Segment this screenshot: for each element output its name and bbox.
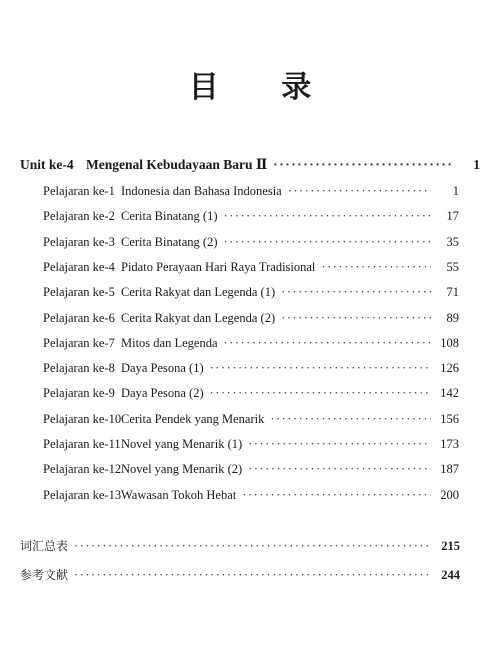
lesson-title: Daya Pesona (1): [121, 361, 204, 376]
toc-lesson-entry: [43, 412, 459, 427]
page-title: 目 录: [188, 70, 338, 105]
toc-unit-entry: [20, 157, 480, 173]
leader-dots: [270, 412, 431, 427]
appendix-title: 词汇总表: [20, 539, 69, 553]
lesson-title: Cerita Binatang (2): [121, 234, 218, 249]
toc-lesson-entry: [43, 184, 459, 199]
lesson-label: Pelajaran ke-7: [43, 335, 115, 350]
leader-dots: [248, 437, 431, 452]
lesson-page-number: 71: [446, 285, 459, 300]
toc-lesson-entry: [43, 462, 459, 477]
toc-lesson-entry: [43, 260, 459, 275]
lesson-title: Cerita Rakyat dan Legenda (2): [121, 310, 276, 325]
lesson-page-number: 55: [446, 259, 459, 274]
leader-dots: [224, 209, 432, 224]
leader-dots: [242, 488, 431, 503]
toc-lesson-entry: [43, 285, 459, 300]
lesson-page-number: 35: [446, 234, 459, 249]
lesson-label: Pelajaran ke-2: [43, 209, 115, 224]
toc-lesson-entry: [43, 311, 459, 326]
leader-dots: [74, 568, 432, 583]
lesson-title: Indonesia dan Bahasa Indonesia: [121, 184, 282, 198]
lesson-title: Wawasan Tokoh Hebat: [121, 487, 237, 502]
lesson-title: Novel yang Menarik (1): [121, 437, 243, 451]
appendix-title: 参考文献: [20, 568, 69, 582]
toc-appendix-entry: [20, 566, 460, 583]
lesson-label: Pelajaran ke-4: [43, 259, 115, 274]
lesson-page-number: 173: [440, 437, 459, 451]
lesson-page-number: 108: [440, 335, 459, 350]
lesson-title: Cerita Binatang (1): [121, 209, 218, 224]
toc-lesson-entry: [43, 361, 459, 376]
lesson-page-number: 187: [440, 462, 459, 477]
leader-dots: [248, 462, 431, 477]
toc-lesson-entry: [43, 235, 459, 250]
toc-lesson-entry: [43, 336, 459, 351]
leader-dots: [224, 235, 432, 250]
toc-lesson-entry: [43, 386, 459, 401]
toc-lesson-entry: [43, 437, 459, 452]
appendix-page-number: 244: [441, 568, 460, 582]
lesson-title: Daya Pesona (2): [121, 386, 204, 401]
lesson-page-number: 17: [446, 209, 459, 224]
lesson-title: Pidato Perayaan Hari Raya Tradisional: [121, 259, 316, 274]
lesson-title: Mitos dan Legenda: [121, 335, 218, 350]
leader-dots: [321, 260, 431, 275]
lesson-label: Pelajaran ke-6: [43, 310, 115, 325]
lesson-label: Pelajaran ke-8: [43, 361, 115, 376]
leader-dots: [74, 539, 432, 554]
lesson-page-number: 89: [446, 310, 459, 325]
lesson-label: Pelajaran ke-9: [43, 386, 115, 401]
lesson-label: Pelajaran ke-10: [43, 411, 122, 426]
lesson-page-number: 156: [440, 411, 459, 426]
toc-lesson-entry: [43, 488, 459, 503]
lesson-label: Pelajaran ke-12: [43, 462, 122, 477]
toc-appendix-entry: [20, 537, 460, 554]
lesson-title: Cerita Rakyat dan Legenda (1): [121, 285, 276, 300]
leader-dots: [224, 336, 431, 351]
leader-dots: [273, 157, 452, 173]
lesson-label: Pelajaran ke-11: [43, 437, 121, 451]
lesson-page-number: 200: [440, 487, 459, 502]
appendix-page-number: 215: [441, 539, 460, 553]
leader-dots: [210, 361, 431, 376]
lesson-page-number: 1: [452, 184, 459, 198]
unit-label: Unit ke-4: [20, 157, 74, 172]
lesson-label: Pelajaran ke-5: [43, 285, 115, 300]
lesson-label: Pelajaran ke-13: [43, 487, 122, 502]
lesson-page-number: 142: [440, 386, 459, 401]
lesson-label: Pelajaran ke-3: [43, 234, 115, 249]
lesson-label: Pelajaran ke-1: [43, 184, 115, 198]
toc-lesson-entry: [43, 209, 459, 224]
lesson-page-number: 126: [440, 361, 459, 376]
leader-dots: [281, 285, 431, 300]
leader-dots: [281, 311, 431, 326]
unit-title: Mengenal Kebudayaan Baru Ⅱ: [86, 157, 268, 172]
leader-dots: [210, 386, 431, 401]
lesson-title: Cerita Pendek yang Menarik: [121, 411, 265, 426]
leader-dots: [288, 184, 431, 199]
lesson-title: Novel yang Menarik (2): [121, 462, 243, 477]
unit-page-number: 1: [473, 157, 480, 172]
